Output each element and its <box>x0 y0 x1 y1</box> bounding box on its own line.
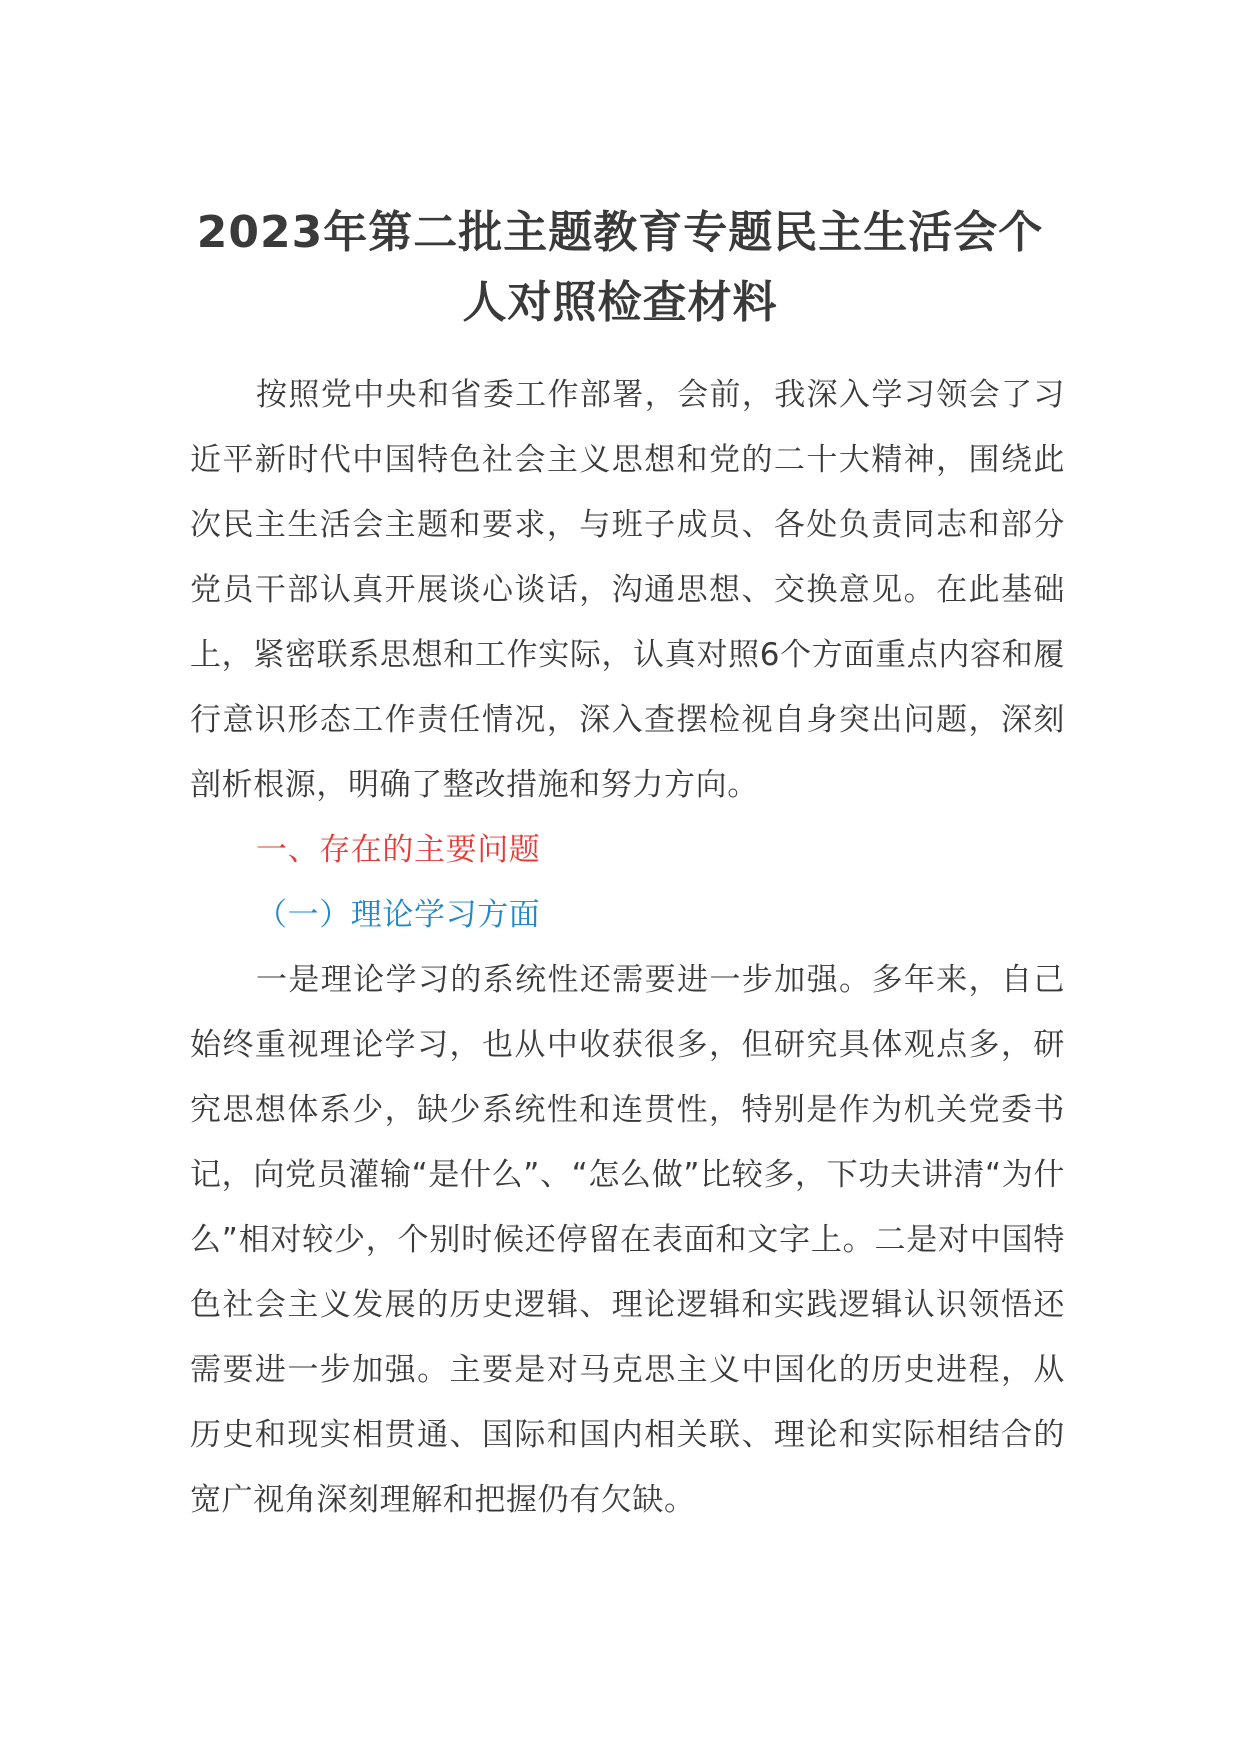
section-heading-main-problems: 一、存在的主要问题 <box>256 832 541 868</box>
title-line-2: 人对照检查材料 <box>462 277 778 328</box>
intro-paragraph: 按照党中央和省委工作部署，会前，我深入学习领会了习近平新时代中国特色社会主义思想和党的二十大精神，围绕此次民主生活会主题和要求，与班子成员、各处负责同志和部分党员干部认真开展谈心谈话，沟通思想、交换意见。在此基础上，紧密联系思想和工作实际，认真对照6个方面重点内容和履行意识形态工作责任情况，深入查摆检视自身突出问题，深刻剖析根源，明确了整改措施和努力方向。 <box>190 377 1065 803</box>
document-title <box>150 198 1090 338</box>
subsection-heading-theory-study: （一）理论学习方面 <box>256 897 541 933</box>
theory-study-paragraph: 一是理论学习的系统性还需要进一步加强。多年来，自己始终重视理论学习，也从中收获很多，但研究具体观点多，研究思想体系少，缺少系统性和连贯性，特别是作为机关党委书记，向党员灌输“是什么”、“怎么做”比较多，下功夫讲清“为什么”相对较少，个别时候还停留在表面和文字上。二是对中国特色社会主义发展的历史逻辑、理论逻辑和实践逻辑认识领悟还需要进一步加强。主要是对马克思主义中国化的历史进程，从历史和现实相贯通、国际和国内相关联、理论和实际相结合的宽广视角深刻理解和把握仍有欠缺。 <box>190 962 1065 1518</box>
title-line-1: 2023年第二批主题教育专题民主生活会个 <box>196 207 1044 258</box>
